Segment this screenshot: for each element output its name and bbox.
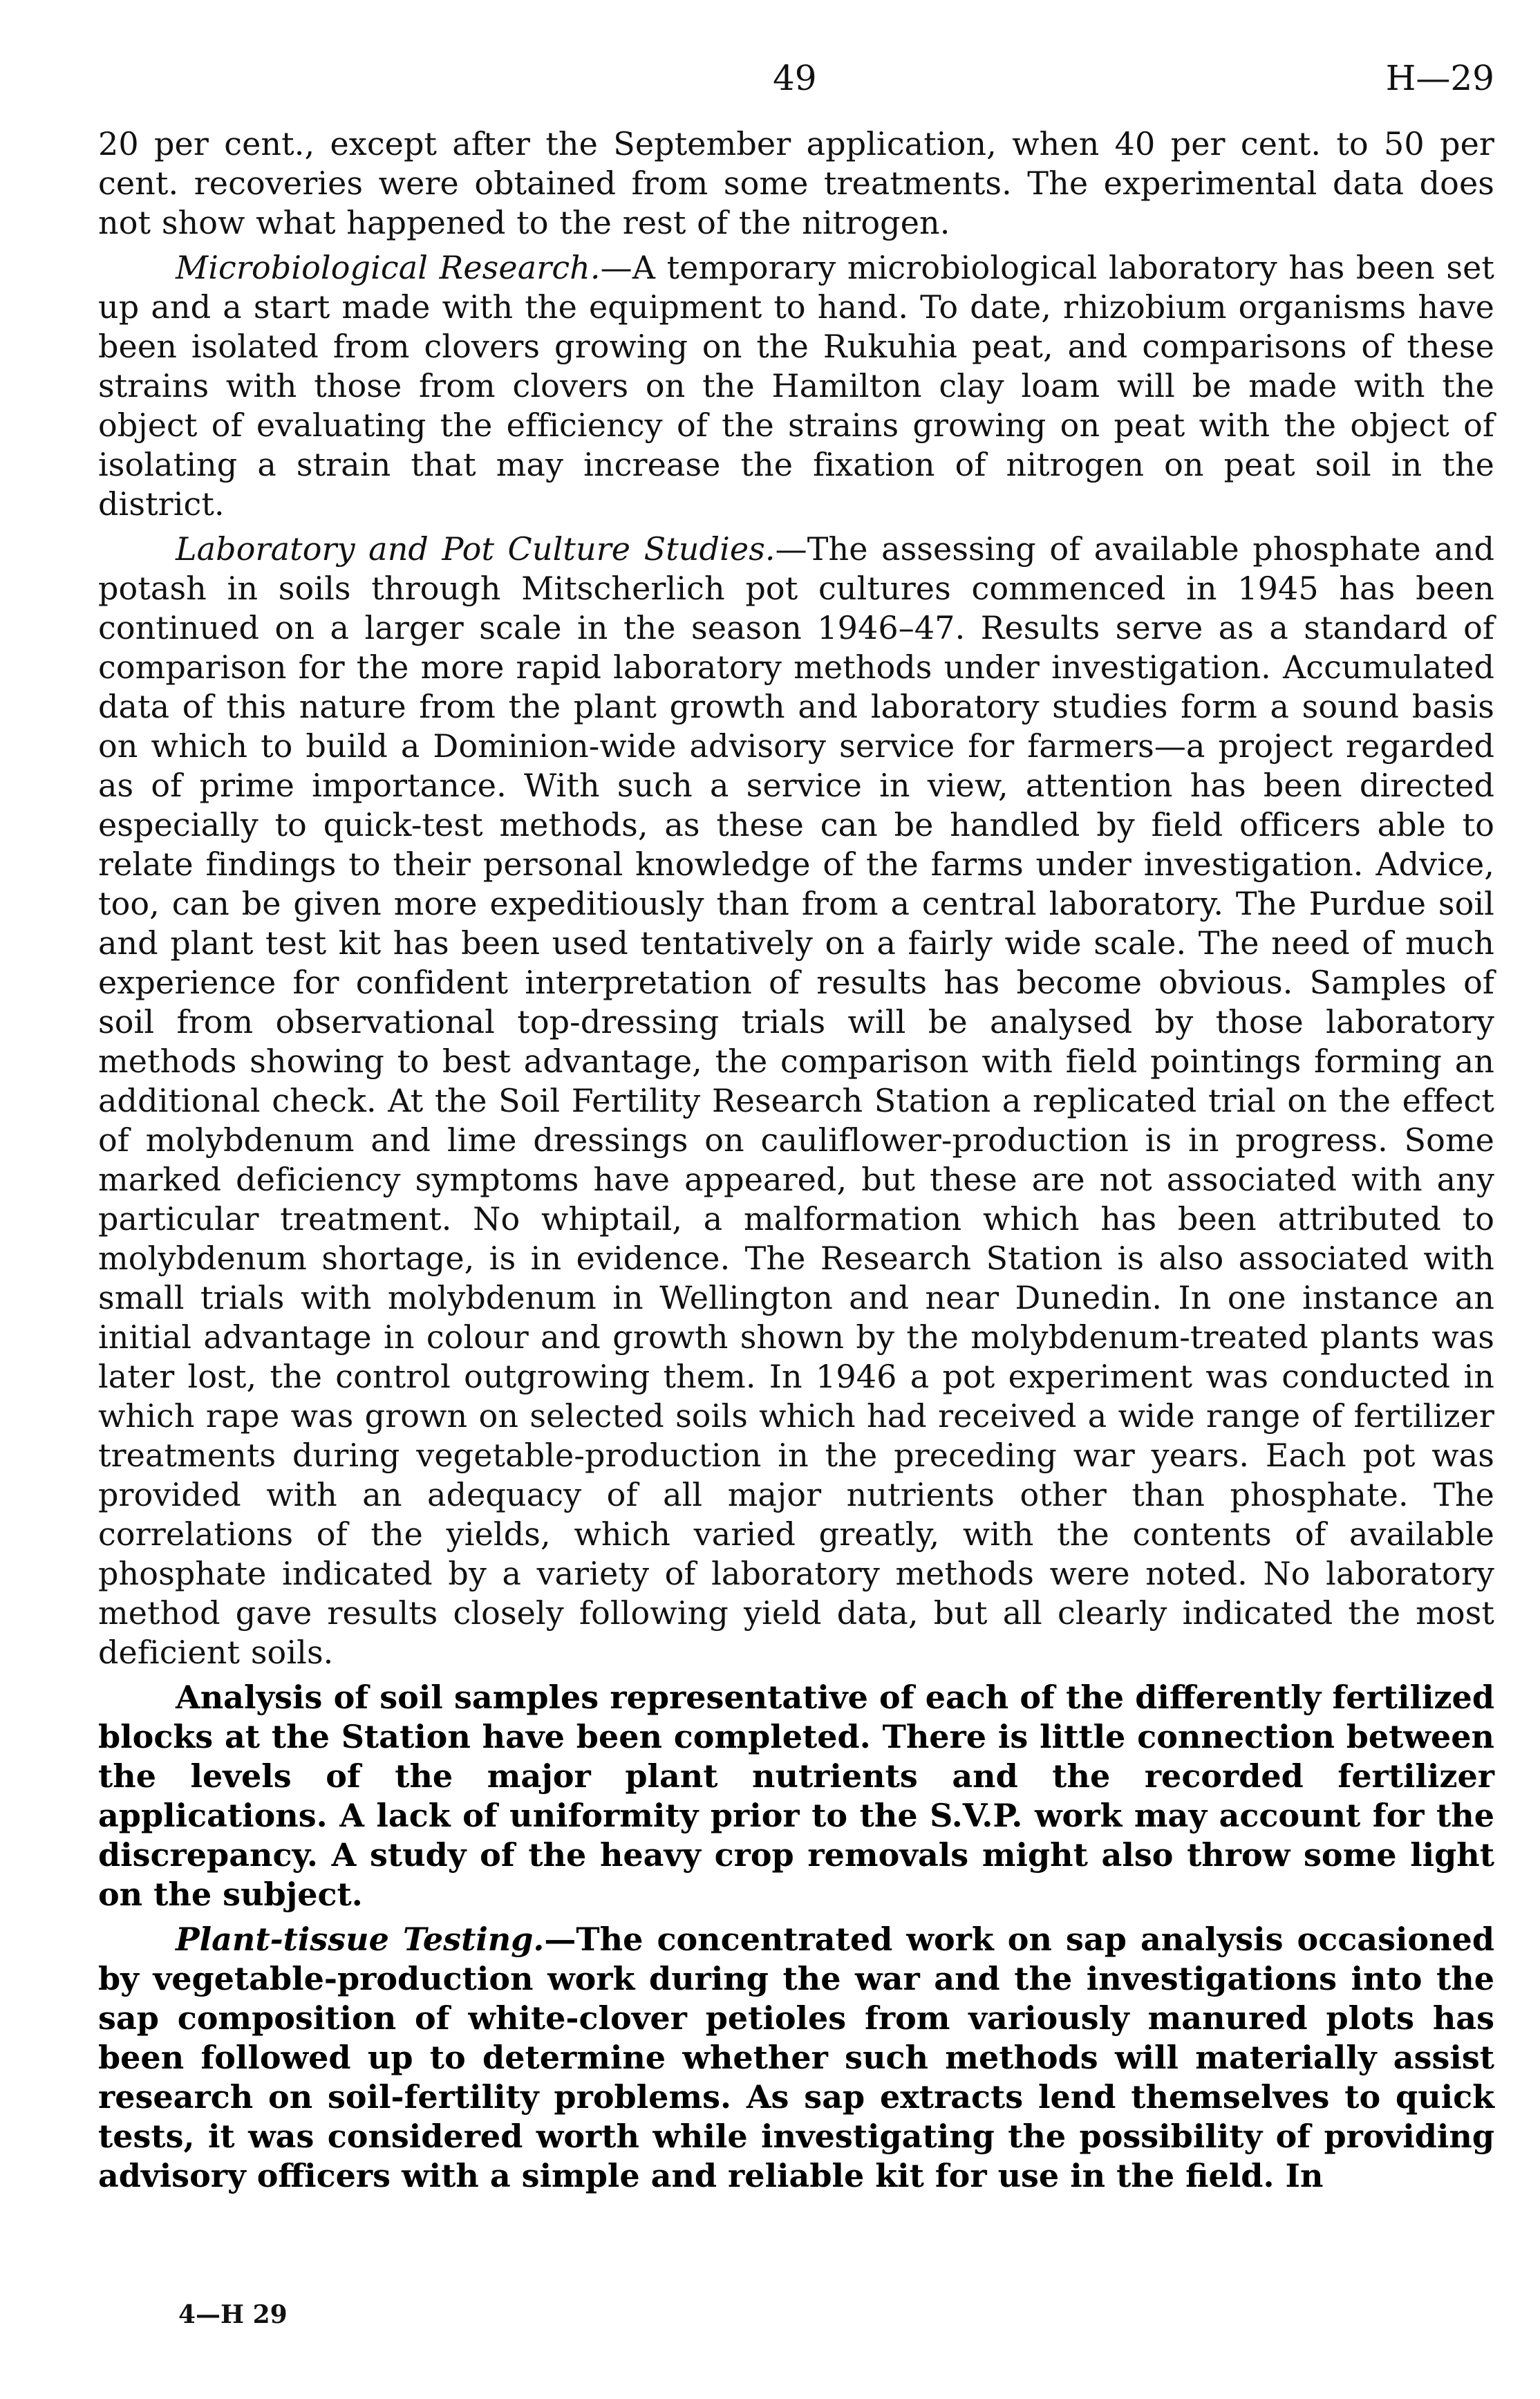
page-number: 49 (773, 58, 817, 98)
paragraph-plant-tissue-testing (98, 1920, 1494, 2196)
paragraph-soil-analysis (98, 1678, 1494, 1914)
section-heading: Plant-tissue Testing. (176, 1921, 545, 1958)
paragraph-microbiological-research (98, 248, 1494, 524)
document-body (98, 124, 1494, 2196)
document-page (98, 48, 1494, 2196)
footer-signature: 4—H 29 (178, 2300, 288, 2329)
section-heading: Microbiological Research. (176, 249, 601, 286)
paragraph-text: —A temporary microbiological laboratory has been set up and a start made with the equipment to hand. To date, rhizobium organisms have been isolated from clovers growing on the Rukuhia peat, and comparisons of these strains with those from clovers on the Hamilton clay loam will be made with the object of evaluating the efficiency of the strains growing on peat with the object of isolating a strain that may increase the fixation of nitrogen on peat soil in the district. (98, 249, 1494, 523)
paragraph-text: Analysis of soil samples representative of each of the differently fertilized blocks at the Station have been completed. There is little connection between the levels of the major plant nutrients and the recorded fertilizer applications. A lack of uniformity prior to the S.V.P. work may account for the discrepancy. A study of the heavy crop removals might also throw some light on the subject. (98, 1679, 1494, 1913)
document-code: H—29 (1385, 58, 1494, 98)
paragraph-text: —The assessing of available phosphate and potash in soils through Mitscherlich pot cultures commenced in 1945 has been continued on a larger scale in the season 1946–47. Results serve as a standard of comparison for the more rapid laboratory methods under investigation. Accumulated data of this nature from the plant growth and laboratory studies form a sound basis on which to build a Dominion-wide advisory service for farmers—a project regarded as of prime importance. With such a service in view, attention has been directed especially to quick-test methods, as these can be handled by field officers able to relate findings to their personal knowledge of the farms under investigation. Advice, too, can be given more expeditiously than from a central laboratory. The Purdue soil and plant test kit has been used tentatively on a fairly wide scale. The need of much experience for confident interpretation of results has become obvious. Samples of soil from observational top-dressing trials will be analysed by those laboratory methods showing to best advantage, the comparison with field pointings forming an additional check. At the Soil Fertility Research Station a replicated trial on the effect of molybdenum and lime dressings on cauliflower-production is in progress. Some marked deficiency symptoms have appeared, but these are not associated with any particular treatment. No whiptail, a malformation which has been attributed to molybdenum shortage, is in evidence. The Research Station is also associated with small trials with molybdenum in Wellington and near Dunedin. In one instance an initial advantage in colour and growth shown by the molybdenum-treated plants was later lost, the control outgrowing them. In 1946 a pot experiment was conducted in which rape was grown on selected soils which had received a wide range of fertilizer treatments during vegetable-production in the preceding war years. Each pot was provided with an adequacy of all major nutrients other than phosphate. The correlations of the yields, which varied greatly, with the contents of available phosphate indicated by a variety of laboratory methods were noted. No laboratory method gave results closely following yield data, but all clearly indicated the most deficient soils. (98, 530, 1494, 1671)
page-header (98, 48, 1494, 124)
section-heading: Laboratory and Pot Culture Studies. (176, 530, 776, 568)
paragraph-nitrogen-recovery (98, 124, 1494, 243)
paragraph-text: —The concentrated work on sap analysis occasioned by vegetable-production work during the war and the investigations into the sap composition of white-clover petioles from variously manured plots has been followed up to determine whether such methods will materially assist research on soil-fertility problems. As sap extracts lend themselves to quick tests, it was considered worth while investigating the possibility of providing advisory officers with a simple and reliable kit for use in the field. In (98, 1921, 1494, 2194)
paragraph-laboratory-pot-culture (98, 530, 1494, 1672)
paragraph-text: 20 per cent., except after the September application, when 40 per cent. to 50 per cent. recoveries were obtained from some treatments. The experimental data does not show what happened to the rest of the nitrogen. (98, 125, 1494, 241)
